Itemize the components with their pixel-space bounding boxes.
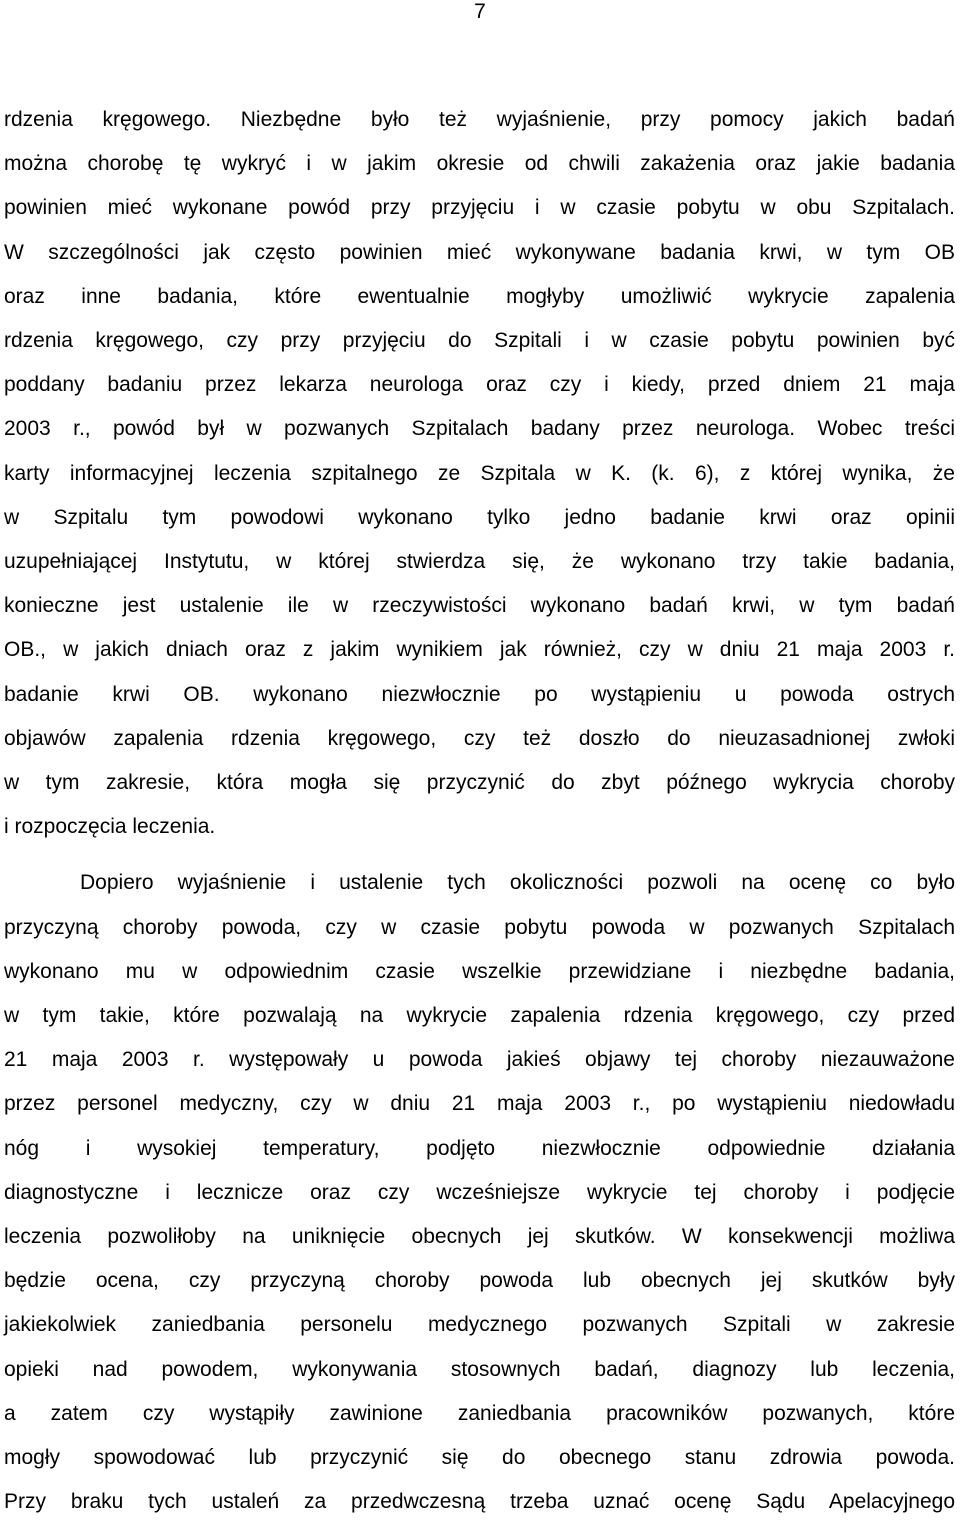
text-line: badanie krwi OB. wykonano niezwłocznie po wystąpieniu u powoda ostrych [4, 682, 955, 706]
text-line: poddany badaniu przez lekarza neurologa oraz czy i kiedy, przed dniem 21 maja [4, 373, 955, 397]
text-line: karty informacyjnej leczenia szpitalnego ze Szpitala w K. (k. 6), z której wynika, że [4, 461, 955, 485]
text-line: 21 maja 2003 r. występowały u powoda jakieś objawy tej choroby niezauważone [4, 1048, 955, 1072]
text-line: przez personel medyczny, czy w dniu 21 maja 2003 r., po wystąpieniu niedowładu [4, 1092, 955, 1116]
text-line: wykonano mu w odpowiednim czasie wszelkie przewidziane i niezbędne badania, [4, 959, 955, 983]
text-line: będzie ocena, czy przyczyną choroby powoda lub obecnych jej skutków były [4, 1269, 955, 1293]
text-line: uzupełniającej Instytutu, w której stwierdza się, że wykonano trzy takie badania, [4, 550, 955, 574]
text-line: a zatem czy wystąpiły zawinione zaniedbania pracowników pozwanych, które [4, 1401, 955, 1425]
text-line: nóg i wysokiej temperatury, podjęto niezwłocznie odpowiednie działania [4, 1136, 955, 1160]
text-line: jakiekolwiek zaniedbania personelu medycznego pozwanych Szpitali w zakresie [4, 1313, 955, 1337]
text-line: w tym takie, które pozwalają na wykrycie zapalenia rdzenia kręgowego, czy przed [4, 1004, 955, 1028]
text-line: 2003 r., powód był w pozwanych Szpitalach badany przez neurologa. Wobec treści [4, 417, 955, 441]
text-line: powinien mieć wykonane powód przy przyjęciu i w czasie pobytu w obu Szpitalach. [4, 196, 955, 220]
paragraph [4, 861, 955, 1524]
text-line: Przy braku tych ustaleń za przedwczesną trzeba uznać ocenę Sądu Apelacyjnego [4, 1490, 955, 1514]
text-line: rdzenia kręgowego, czy przy przyjęciu do Szpitali i w czasie pobytu powinien być [4, 329, 955, 353]
page-number: 7 [474, 0, 486, 23]
paragraph [4, 98, 955, 849]
text-line: W szczególności jak często powinien mieć wykonywane badania krwi, w tym OB [4, 240, 955, 264]
text-line: OB., w jakich dniach oraz z jakim wynikiem jak również, czy w dniu 21 maja 2003 r. [4, 638, 955, 662]
text-line: konieczne jest ustalenie ile w rzeczywistości wykonano badań krwi, w tym badań [4, 594, 955, 618]
text-line: w Szpitalu tym powodowi wykonano tylko jedno badanie krwi oraz opinii [4, 505, 955, 529]
text-line: opieki nad powodem, wykonywania stosownych badań, diagnozy lub leczenia, [4, 1357, 955, 1381]
text-line: Dopiero wyjaśnienie i ustalenie tych okoliczności pozwoli na ocenę co było [80, 871, 955, 895]
text-line: oraz inne badania, które ewentualnie mogłyby umożliwić wykrycie zapalenia [4, 284, 955, 308]
text-line: i rozpoczęcia leczenia. [4, 815, 216, 839]
paragraph-gap [4, 849, 955, 861]
text-line: leczenia pozwoliłoby na uniknięcie obecnych jej skutków. W konsekwencji możliwa [4, 1225, 955, 1249]
text-line: w tym zakresie, która mogła się przyczynić do zbyt późnego wykrycia choroby [4, 771, 955, 795]
text-line: można chorobę tę wykryć i w jakim okresie od chwili zakażenia oraz jakie badania [4, 152, 955, 176]
text-line: rdzenia kręgowego. Niezbędne było też wyjaśnienie, przy pomocy jakich badań [4, 108, 955, 131]
text-line: diagnostyczne i lecznicze oraz czy wcześniejsze wykrycie tej choroby i podjęcie [4, 1180, 955, 1204]
text-line: objawów zapalenia rdzenia kręgowego, czy też doszło do nieuzasadnionej zwłoki [4, 726, 955, 750]
text-line: przyczyną choroby powoda, czy w czasie pobytu powoda w pozwanych Szpitalach [4, 915, 955, 939]
text-line: mogły spowodować lub przyczynić się do obecnego stanu zdrowia powoda. [4, 1446, 955, 1470]
document-body [4, 98, 955, 1525]
